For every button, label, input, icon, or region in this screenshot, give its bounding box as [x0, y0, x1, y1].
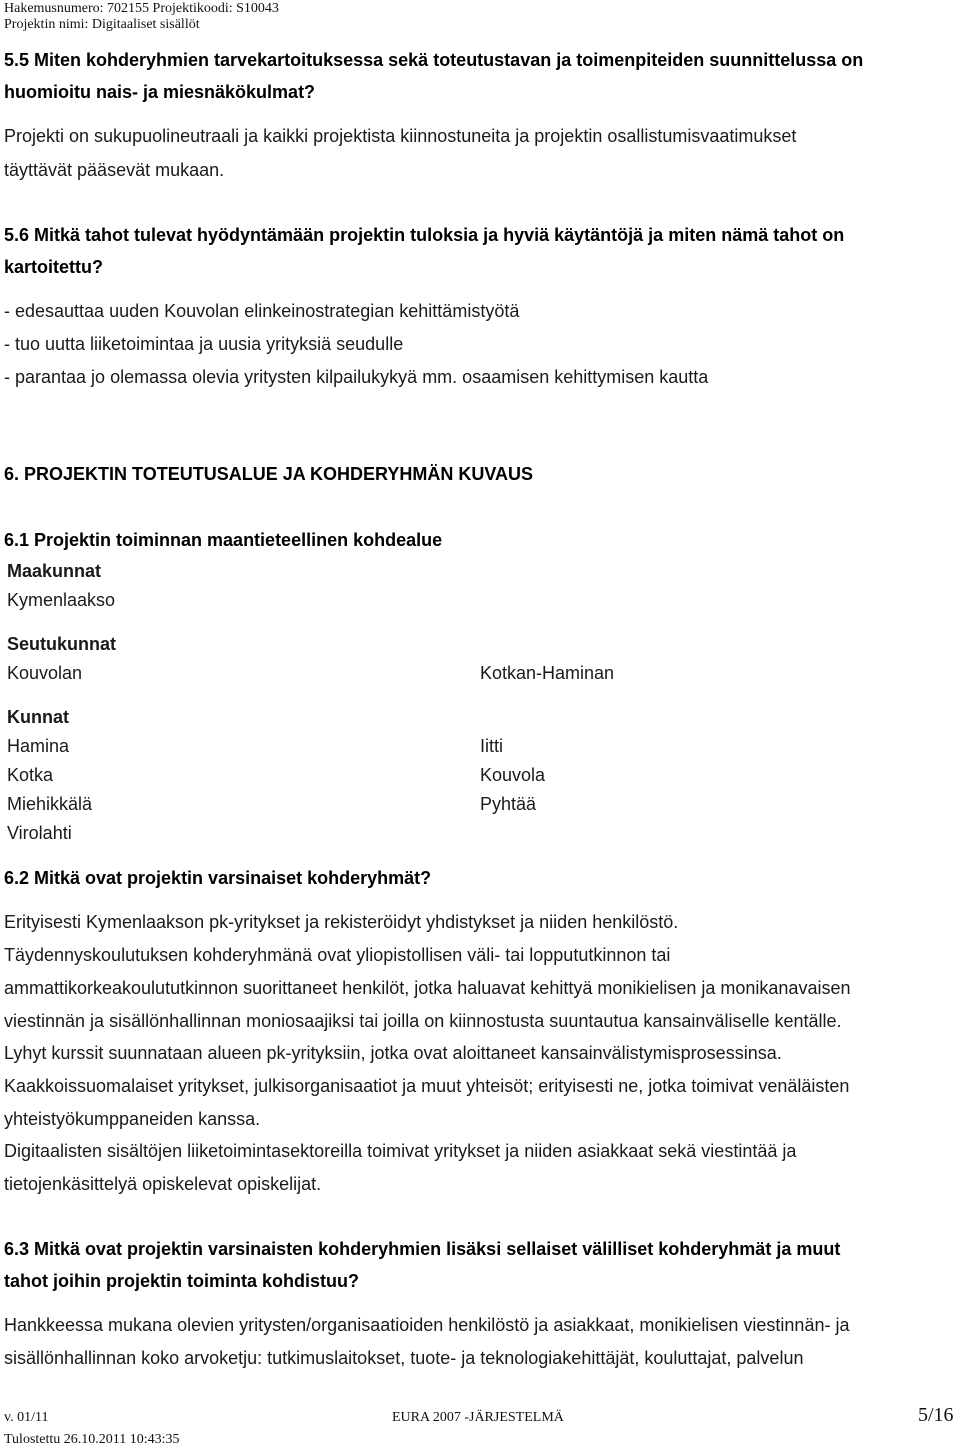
kunta-col1-3: Miehikkälä	[7, 794, 93, 814]
section-6-2-line-6: Kaakkoissuomalaiset yritykset, julkisorganisaatiot ja muut yhteisöt; erityisesti ne, jotka toimivat venäläisten	[4, 1076, 850, 1096]
kunta-col1-1: Hamina	[7, 736, 70, 756]
section-5-5-heading-line1: 5.5 Miten kohderyhmien tarvekartoituksessa sekä toteutustavan ja toimenpiteiden suunnittelussa on	[4, 50, 864, 70]
header-project-name: Projektin nimi: Digitaaliset sisällöt	[4, 17, 200, 32]
footer-version: v. 01/11	[4, 1410, 49, 1425]
maakunnat-label: Maakunnat	[7, 561, 102, 581]
kunta-col2-3: Pyhtää	[480, 794, 537, 814]
footer-system: EURA 2007 -JÄRJESTELMÄ	[392, 1410, 564, 1425]
section-6-3-body-line1: Hankkeessa mukana olevien yritysten/organisaatioiden henkilöstö ja asiakkaat, monikielisen viestinnän- ja	[4, 1315, 850, 1335]
seutukunta-value-2: Kotkan-Haminan	[480, 663, 615, 683]
section-6-2-line-9: tietojenkäsittelyä opiskelevat opiskelijat.	[4, 1174, 322, 1194]
section-5-6-item-3: - parantaa jo olemassa olevia yritysten kilpailukykyä mm. osaamisen kehittymisen kautta	[4, 367, 709, 387]
kunnat-label: Kunnat	[7, 707, 69, 727]
section-5-6-item-2: - tuo uutta liiketoimintaa ja uusia yrityksiä seudulle	[4, 334, 404, 354]
kunta-col2-2: Kouvola	[480, 765, 546, 785]
section-5-6-item-1: - edesauttaa uuden Kouvolan elinkeinostrategian kehittämistyötä	[4, 301, 520, 321]
section-6-1-heading: 6.1 Projektin toiminnan maantieteellinen kohdealue	[4, 530, 443, 550]
kunta-col1-4: Virolahti	[7, 823, 72, 843]
section-5-5-heading-line2: huomioitu nais- ja miesnäkökulmat?	[4, 82, 316, 102]
section-6-2-line-1: Erityisesti Kymenlaakson pk-yritykset ja rekisteröidyt yhdistykset ja niiden henkilöstö.	[4, 912, 679, 932]
section-5-6-heading-line1: 5.6 Mitkä tahot tulevat hyödyntämään projektin tuloksia ja hyviä käytäntöjä ja miten nämä tahot on	[4, 225, 845, 245]
section-6-2-line-2: Täydennyskoulutuksen kohderyhmänä ovat yliopistollisen väli- tai loppututkinnon tai	[4, 945, 671, 965]
section-6-3-heading-line1: 6.3 Mitkä ovat projektin varsinaisten kohderyhmien lisäksi sellaiset välilliset kohderyhmät ja muut	[4, 1239, 841, 1259]
footer-page-number: 5/16	[918, 1404, 954, 1426]
seutukunnat-label: Seutukunnat	[7, 634, 117, 654]
section-6-2-line-3: ammattikorkeakoulututkinnon suorittaneet henkilöt, jotka haluavat kehittyä monikielisen ja monikanavaisen	[4, 978, 851, 998]
section-6-2-line-8: Digitaalisten sisältöjen liiketoimintasektoreilla toimivat yritykset ja niiden asiakkaat sekä viestintää ja	[4, 1141, 797, 1161]
section-6-2-line-5: Lyhyt kurssit suunnataan alueen pk-yrityksiin, jotka ovat aloittaneet kansainvälistymisprosessinsa.	[4, 1043, 782, 1063]
maakunta-value: Kymenlaakso	[7, 590, 116, 610]
section-5-6-heading-line2: kartoitettu?	[4, 257, 103, 277]
section-6-3-heading-line2: tahot joihin projektin toiminta kohdistuu?	[4, 1271, 359, 1291]
section-6-heading: 6. PROJEKTIN TOTEUTUSALUE JA KOHDERYHMÄN KUVAUS	[4, 464, 534, 484]
header-application-number: Hakemusnumero: 702155 Projektikoodi: S10043	[4, 1, 279, 16]
kunta-col1-2: Kotka	[7, 765, 54, 785]
section-6-2-line-7: yhteistyökumppaneiden kanssa.	[4, 1109, 261, 1129]
footer-printed-timestamp: Tulostettu 26.10.2011 10:43:35	[4, 1432, 180, 1447]
section-6-2-line-4: viestinnän ja sisällönhallinnan moniosaajiksi tai joilla on kiinnostusta suuntautua kansainväliselle kentälle.	[4, 1011, 842, 1031]
section-6-3-body-line2: sisällönhallinnan koko arvoketju: tutkimuslaitokset, tuote- ja teknologiakehittäjät, kouluttajat, palvelun	[4, 1348, 804, 1368]
seutukunta-value-1: Kouvolan	[7, 663, 83, 683]
section-5-5-body-line1: Projekti on sukupuolineutraali ja kaikki projektista kiinnostuneita ja projektin osallistumisvaatimukset	[4, 126, 797, 146]
section-5-5-body-line2: täyttävät pääsevät mukaan.	[4, 160, 225, 180]
kunta-col2-1: Iitti	[480, 736, 504, 756]
section-6-2-heading: 6.2 Mitkä ovat projektin varsinaiset kohderyhmät?	[4, 868, 432, 888]
